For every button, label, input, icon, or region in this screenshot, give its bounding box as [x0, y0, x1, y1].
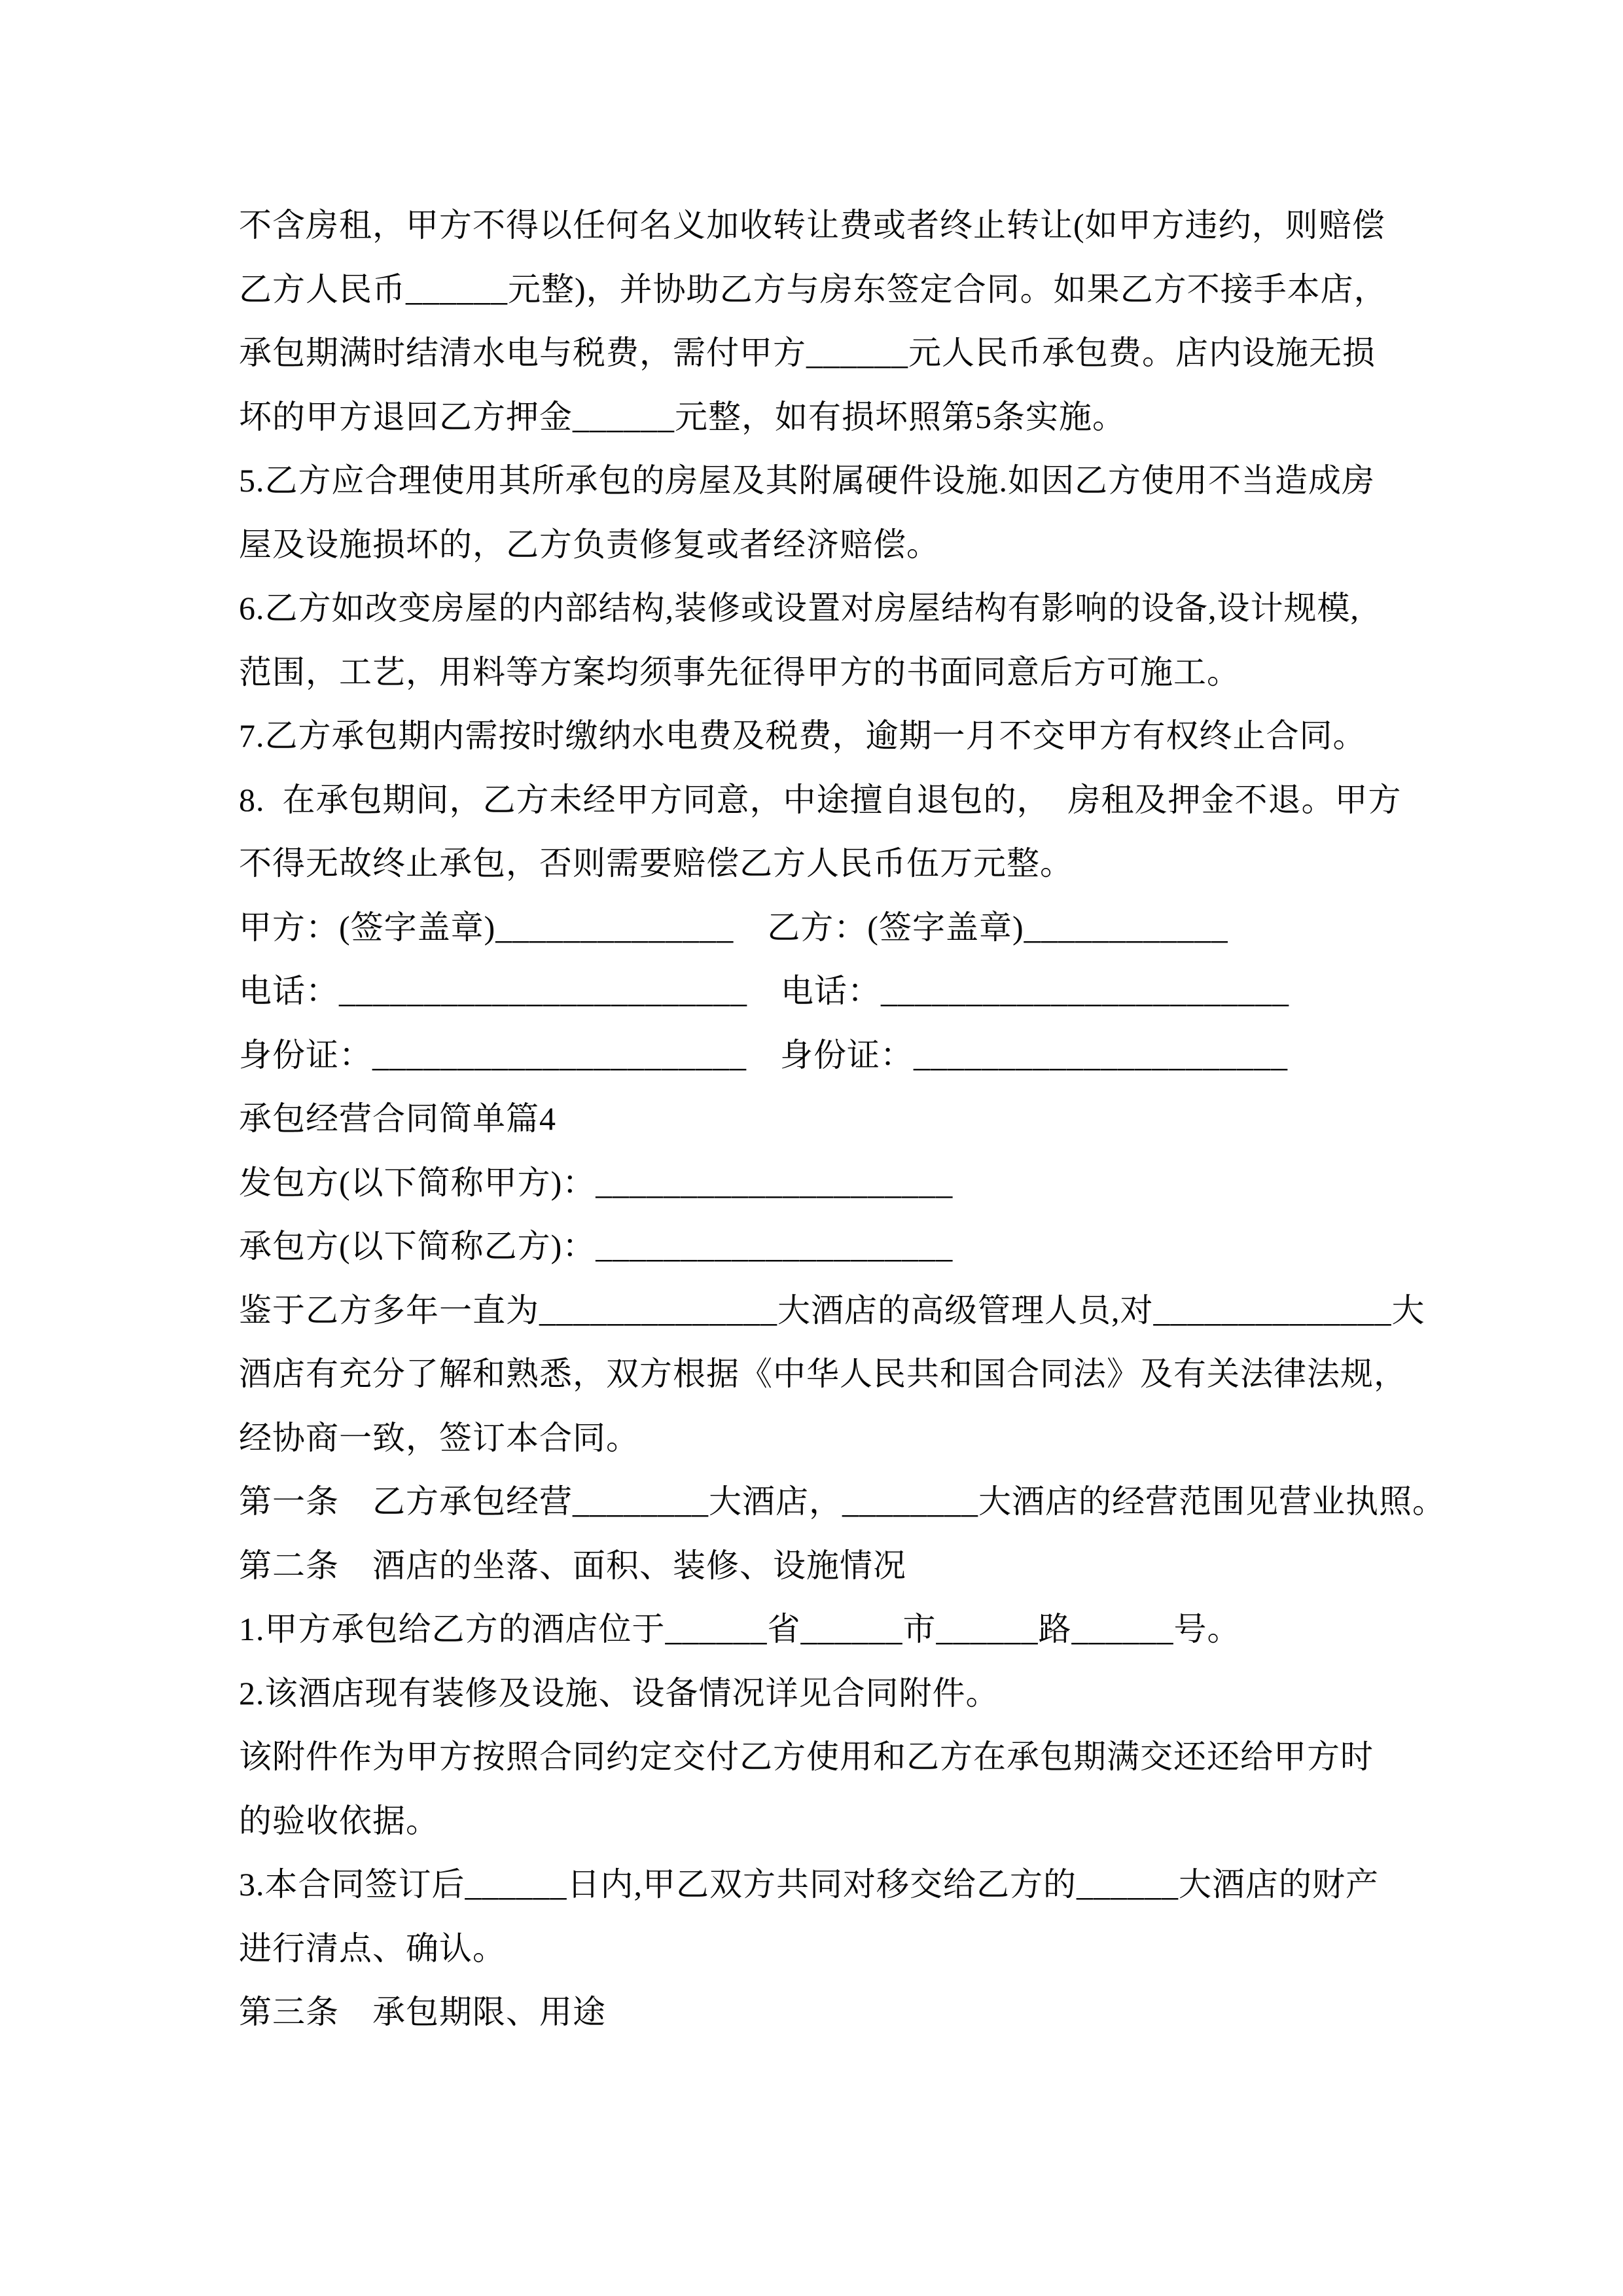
doc-line: 1.甲方承包给乙方的酒店位于______省______市______路______号。	[239, 1611, 1241, 1647]
doc-line: 不得无故终止承包，否则需要赔偿乙方人民币伍万元整。	[239, 845, 1073, 882]
doc-line: 经协商一致，签订本合同。	[239, 1419, 639, 1456]
doc-line: 不含房租，甲方不得以任何名义加收转让费或者终止转让(如甲方违约，则赔偿	[239, 207, 1385, 243]
party-a-line: 发包方(以下简称甲方)：_____________________	[239, 1164, 954, 1201]
party-b-line: 承包方(以下简称乙方)：_____________________	[239, 1228, 954, 1265]
id-card-line: 身份证：______________________ 身份证：______________________	[239, 1036, 1288, 1073]
doc-line: 该附件作为甲方按照合同约定交付乙方使用和乙方在承包期满交还还给甲方时	[239, 1738, 1374, 1775]
doc-line: 8. 在承包期间，乙方未经甲方同意，中途擅自退包的， 房租及押金不退。甲方	[239, 781, 1402, 818]
clause-3-line: 第三条 承包期限、用途	[239, 1994, 606, 2030]
doc-line: 坏的甲方退回乙方押金______元整，如有损坏照第5条实施。	[239, 398, 1126, 435]
section-heading: 承包经营合同简单篇4	[239, 1100, 556, 1137]
doc-line: 3.本合同签订后______日内,甲乙双方共同对移交给乙方的______大酒店的财产	[239, 1866, 1379, 1903]
doc-line: 鉴于乙方多年一直为______________大酒店的高级管理人员,对______________大	[239, 1291, 1425, 1329]
doc-line: 屋及设施损坏的，乙方负责修复或者经济赔偿。	[239, 526, 940, 563]
doc-line: 7.乙方承包期内需按时缴纳水电费及税费，逾期一月不交甲方有权终止合同。	[239, 717, 1366, 754]
phone-line: 电话：________________________ 电话：________________________	[239, 973, 1289, 1009]
doc-line: 酒店有充分了解和熟悉，双方根据《中华人民共和国合同法》及有关法律法规，	[239, 1355, 1407, 1392]
doc-line: 的验收依据。	[239, 1802, 439, 1839]
clause-1-line: 第一条 乙方承包经营________大酒店，________大酒店的经营范围见营业执照。	[239, 1483, 1446, 1520]
doc-line: 范围，工艺，用料等方案均须事先征得甲方的书面同意后方可施工。	[239, 653, 1240, 691]
doc-line: 2.该酒店现有装修及设施、设备情况详见合同附件。	[239, 1674, 999, 1712]
clause-2-line: 第二条 酒店的坐落、面积、装修、设施情况	[239, 1547, 906, 1584]
doc-line: 乙方人民币______元整)，并协助乙方与房东签定合同。如果乙方不接手本店，	[239, 270, 1387, 308]
doc-line: 承包期满时结清水电与税费，需付甲方______元人民币承包费。店内设施无损	[239, 334, 1376, 371]
doc-line: 5.乙方应合理使用其所承包的房屋及其附属硬件设施.如因乙方使用不当造成房	[239, 462, 1375, 499]
doc-line: 进行清点、确认。	[239, 1929, 506, 1967]
signature-line: 甲方：(签字盖章)______________ 乙方：(签字盖章)____________	[239, 908, 1228, 946]
doc-line: 6.乙方如改变房屋的内部结构,装修或设置对房屋结构有影响的设备,设计规模,	[239, 590, 1359, 626]
